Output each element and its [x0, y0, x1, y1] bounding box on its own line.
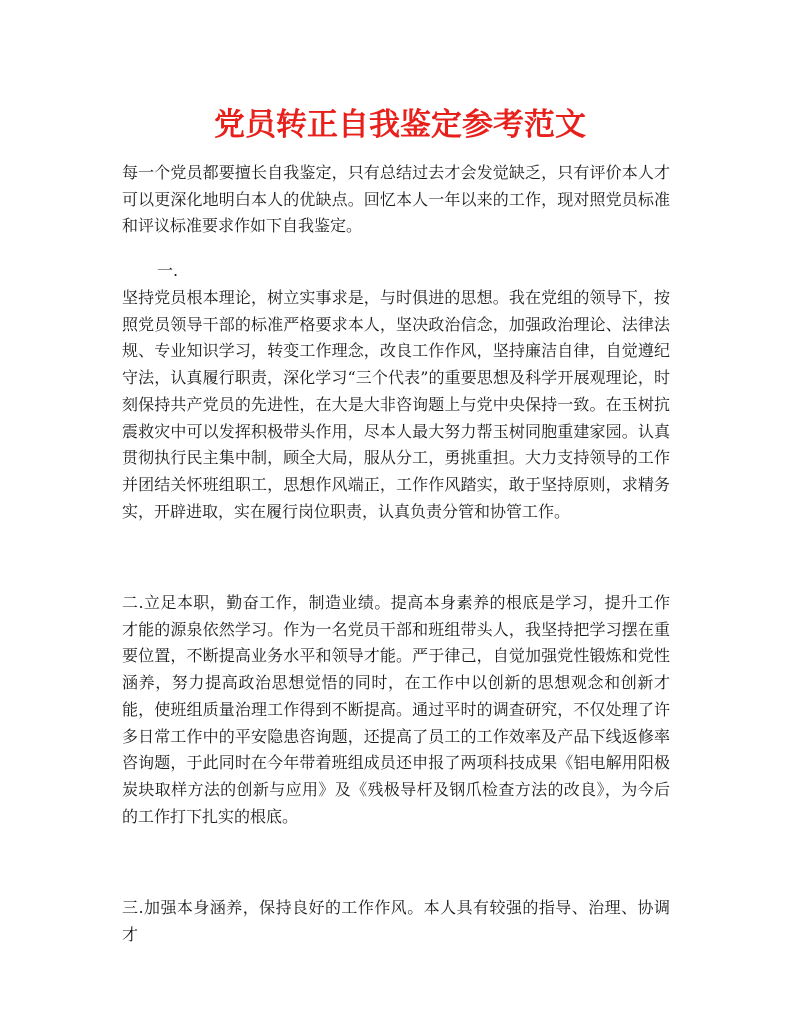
- intro-paragraph: 每一个党员都要擅长自我鉴定，只有总结过去才会发觉缺乏，只有评价本人才可以更深化地明白本人的优缺点。回忆本人一年以来的工作，现对照党员标准和评议标准要求作如下自我鉴定。: [122, 163, 670, 236]
- section-2-paragraph: 二.立足本职，勤奋工作，制造业绩。提高本身素养的根底是学习，提升工作才能的源泉依然学习。作为一名党员干部和班组带头人，我坚持把学习摆在重要位置，不断提高业务水平和领导才能。严于律己，自觉加强党性锻炼和党性涵养，努力提高政治思想觉悟的同时，在工作中以创新的思想观念和创新才能，使班组质量治理工作得到不断提高。通过平时的调查研究，不仅处理了许多日常工作中的平安隐患咨询题，还提高了员工的工作效率及产品下线返修率咨询题，于此同时在今年带着班组成员还申报了两项科技成果《铝电解用阳极炭块取样方法的创新与应用》及《残极导杆及钢爪检查方法的改良》，为今后的工作打下扎实的根底。: [122, 593, 670, 826]
- section-3-paragraph: 三.加强本身涵养，保持良好的工作作风。本人具有较强的指导、治理、协调才: [122, 898, 670, 944]
- section-1-paragraph: 坚持党员根本理论，树立实事求是，与时俱进的思想。我在党组的领导下，按照党员领导干部的标准严格要求本人，坚决政治信念，加强政治理论、法律法规、专业知识学习，转变工作理念，改良工作作风，坚持廉洁自律，自觉遵纪守法，认真履行职责，深化学习“三个代表”的重要思想及科学开展观理论，时刻保持共产党员的先进性，在大是大非咨询题上与党中央保持一致。在玉树抗震救灾中可以发挥积极带头作用，尽本人最大努力帮玉树同胞重建家园。认真贯彻执行民主集中制，顾全大局，服从分工，勇挑重担。大力支持领导的工作并团结关怀班组职工，思想作风端正，工作作风踏实，敢于坚持原则，求精务实，开辟进取，实在履行岗位职责，认真负责分管和协管工作。: [122, 288, 670, 521]
- document-title: 党员转正自我鉴定参考范文: [214, 107, 586, 143]
- section-1-heading: 一.: [157, 261, 179, 280]
